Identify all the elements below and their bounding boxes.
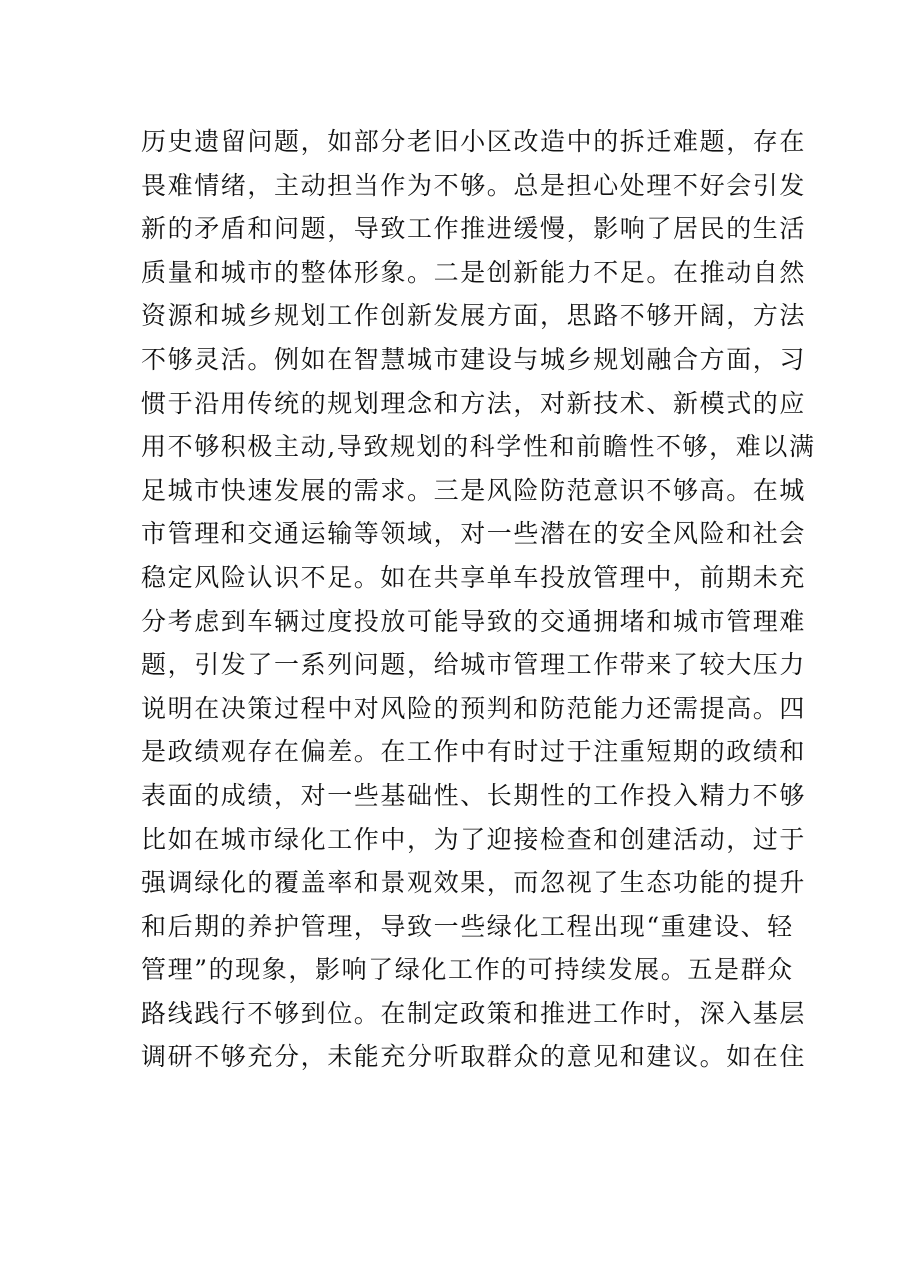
text-line: 不够灵活。例如在智慧城市建设与城乡规划融合方面，习	[141, 344, 807, 374]
text-line: 题，引发了一系列问题，给城市管理工作带来了较大压力	[141, 650, 807, 680]
text-line: 惯于沿用传统的规划理念和方法，对新技术、新模式的应	[141, 388, 807, 418]
text-line: 说明在决策过程中对风险的预判和防范能力还需提高。四	[141, 693, 807, 723]
text-line: 路线践行不够到位。在制定政策和推进工作时，深入基层	[141, 998, 807, 1028]
text-line: 分考虑到车辆过度投放可能导致的交通拥堵和城市管理难	[141, 606, 807, 636]
text-line: 质量和城市的整体形象。二是创新能力不足。在推动自然	[141, 257, 807, 287]
text-line: 是政绩观存在偏差。在工作中有时过于注重短期的政绩和	[141, 737, 807, 767]
text-line: 市管理和交通运输等领域，对一些潜在的安全风险和社会	[141, 519, 807, 549]
text-line: 历史遗留问题，如部分老旧小区改造中的拆迁难题，存在	[141, 127, 807, 156]
text-line: 强调绿化的覆盖率和景观效果，而忽视了生态功能的提升	[141, 868, 807, 898]
text-line: 新的矛盾和问题，导致工作推进缓慢，影响了居民的生活	[141, 214, 807, 244]
text-line: 比如在城市绿化工作中，为了迎接检查和创建活动，过于	[141, 824, 807, 854]
body-paragraph	[141, 120, 816, 1079]
text-line: 足城市快速发展的需求。三是风险防范意识不够高。在城	[141, 475, 807, 505]
text-line: 资源和城乡规划工作创新发展方面，思路不够开阔，方法	[141, 301, 807, 331]
text-line: 畏难情绪，主动担当作为不够。总是担心处理不好会引发	[141, 170, 807, 200]
text-line: 管理”的现象，影响了绿化工作的可持续发展。五是群众	[141, 955, 794, 985]
text-line: 用不够积极主动,导致规划的科学性和前瞻性不够，难以满	[141, 432, 816, 462]
text-line: 调研不够充分，未能充分听取群众的意见和建议。如在住	[141, 1042, 807, 1072]
text-line: 表面的成绩，对一些基础性、长期性的工作投入精力不够	[141, 780, 807, 810]
text-line: 和后期的养护管理，导致一些绿化工程出现“重建设、轻	[141, 911, 794, 941]
text-line: 稳定风险认识不足。如在共享单车投放管理中，前期未充	[141, 562, 807, 592]
